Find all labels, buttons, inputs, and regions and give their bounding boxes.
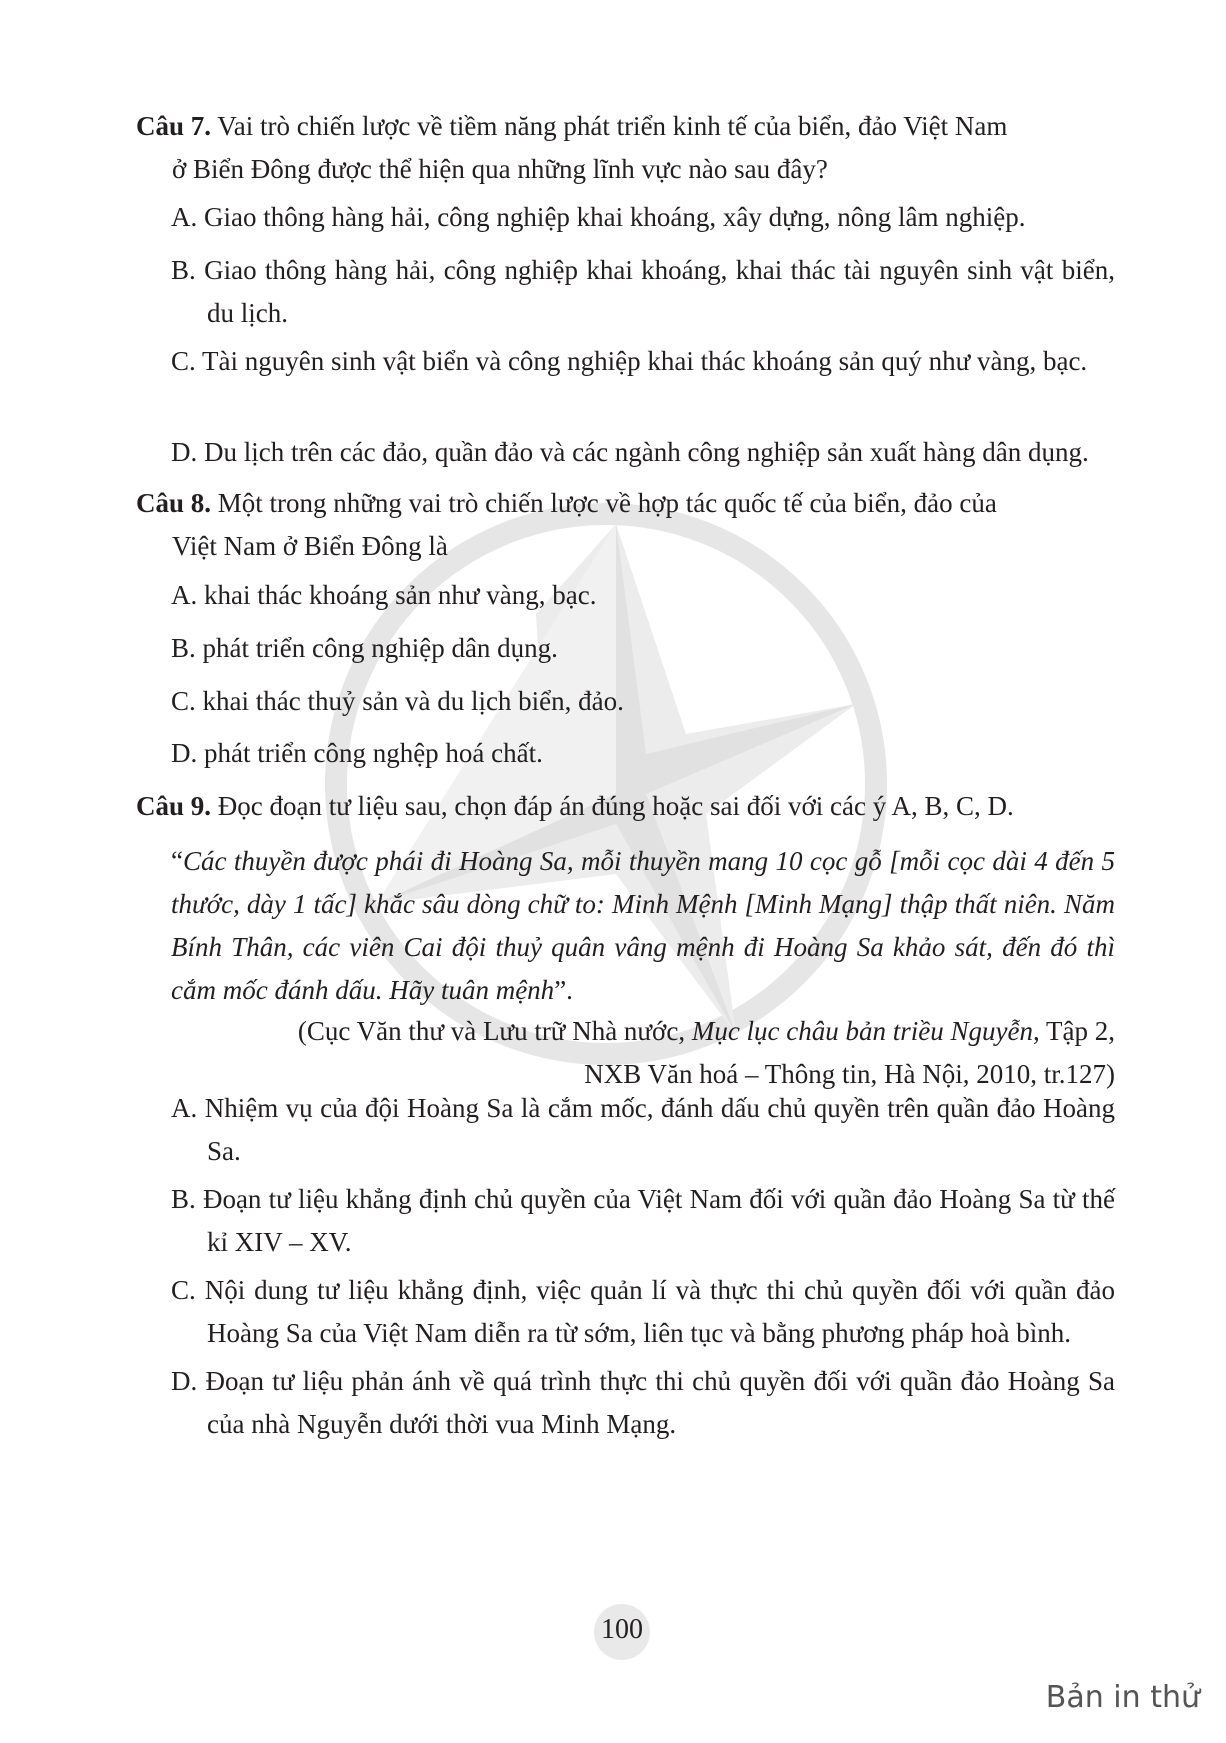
question-7-option-b: B. Giao thông hàng hải, công nghiệp khai khoáng, khai thác tài nguyên sinh vật biển, du lịch. xyxy=(171,255,1115,328)
question-7-option-c: C. Tài nguyên sinh vật biển và công nghiệp khai thác khoáng sản quý như vàng, bạc. xyxy=(171,346,1088,376)
question-7-option-d: D. Du lịch trên các đảo, quần đảo và các ngành công nghiệp sản xuất hàng dân dụng. xyxy=(171,437,1089,467)
question-8 xyxy=(136,482,1116,568)
question-8-text-line2: Việt Nam ở Biển Đông là xyxy=(172,531,448,561)
question-8-option-a: A. khai thác khoáng sản như vàng, bạc. xyxy=(171,580,597,610)
page-number: 100 xyxy=(601,1614,643,1645)
question-7 xyxy=(136,105,1116,191)
quote-text: Các thuyền được phái đi Hoàng Sa, mỗi thuyền mang 10 cọc gỗ [mỗi cọc dài 4 đến 5 thước, dày 1 tấc] khắc sâu dòng chữ to: Minh Mệnh [Minh Mạng] thập thất niên. Năm Bính Thân, các viên Cai đội thuỷ quân vâng mệnh đi Hoàng Sa khảo sát, đến đó thì cắm mốc đánh dấu. Hãy tuân mệnh xyxy=(171,846,1115,1005)
question-9-option-d: D. Đoạn tư liệu phản ánh về quá trình thực thi chủ quyền đối với quần đảo Hoàng Sa của nhà Nguyễn dưới thời vua Minh Mạng. xyxy=(171,1366,1115,1439)
question-7-number: Câu 7. xyxy=(136,111,212,141)
question-7-option-a: A. Giao thông hàng hải, công nghiệp khai khoáng, xây dựng, nông lâm nghiệp. xyxy=(171,202,1026,232)
question-8-option-c: C. khai thác thuỷ sản và du lịch biển, đảo. xyxy=(171,686,624,716)
question-9-number: Câu 9. xyxy=(136,791,212,821)
question-8-number: Câu 8. xyxy=(136,488,212,518)
question-8-option-b: B. phát triển công nghiệp dân dụng. xyxy=(171,633,558,663)
quote-open-mark: “ xyxy=(171,846,183,876)
question-8-option-d: D. phát triển công nghệp hoá chất. xyxy=(171,738,543,768)
question-9-text: Đọc đoạn tư liệu sau, chọn đáp án đúng hoặc sai đối với các ý A, B, C, D. xyxy=(211,791,1014,821)
question-9-option-a: A. Nhiệm vụ của đội Hoàng Sa là cắm mốc, đánh dấu chủ quyền trên quần đảo Hoàng Sa. xyxy=(171,1093,1115,1166)
source-line1 xyxy=(171,1010,1115,1053)
source-suffix: , Tập 2, xyxy=(1033,1016,1115,1046)
source-prefix: (Cục Văn thư và Lưu trữ Nhà nước, xyxy=(297,1016,692,1046)
source-title: Mục lục châu bản triều Nguyễn xyxy=(691,1016,1033,1046)
quote-close-mark: ”. xyxy=(554,975,573,1005)
question-7-text-line2: ở Biển Đông được thể hiện qua những lĩnh vực nào sau đây? xyxy=(172,154,828,184)
question-9-option-c: C. Nội dung tư liệu khẳng định, việc quản lí và thực thi chủ quyền đối với quần đảo Hoàng Sa của Việt Nam diễn ra từ sớm, liên tục và bằng phương pháp hoà bình. xyxy=(171,1275,1115,1348)
question-7-text-line1: Vai trò chiến lược về tiềm năng phát triển kinh tế của biển, đảo Việt Nam xyxy=(211,111,1008,141)
question-9-quote xyxy=(171,840,1115,1012)
draft-label: Bản in thử xyxy=(1045,1680,1200,1715)
question-8-text-line1: Một trong những vai trò chiến lược về hợp tác quốc tế của biển, đảo của xyxy=(211,488,997,518)
question-9-source xyxy=(171,1010,1115,1096)
source-line2: NXB Văn hoá – Thông tin, Hà Nội, 2010, tr.127) xyxy=(584,1059,1115,1089)
question-9 xyxy=(136,785,1116,828)
question-9-option-b: B. Đoạn tư liệu khẳng định chủ quyền của Việt Nam đối với quần đảo Hoàng Sa từ thế kỉ XIV – XV. xyxy=(171,1184,1115,1257)
